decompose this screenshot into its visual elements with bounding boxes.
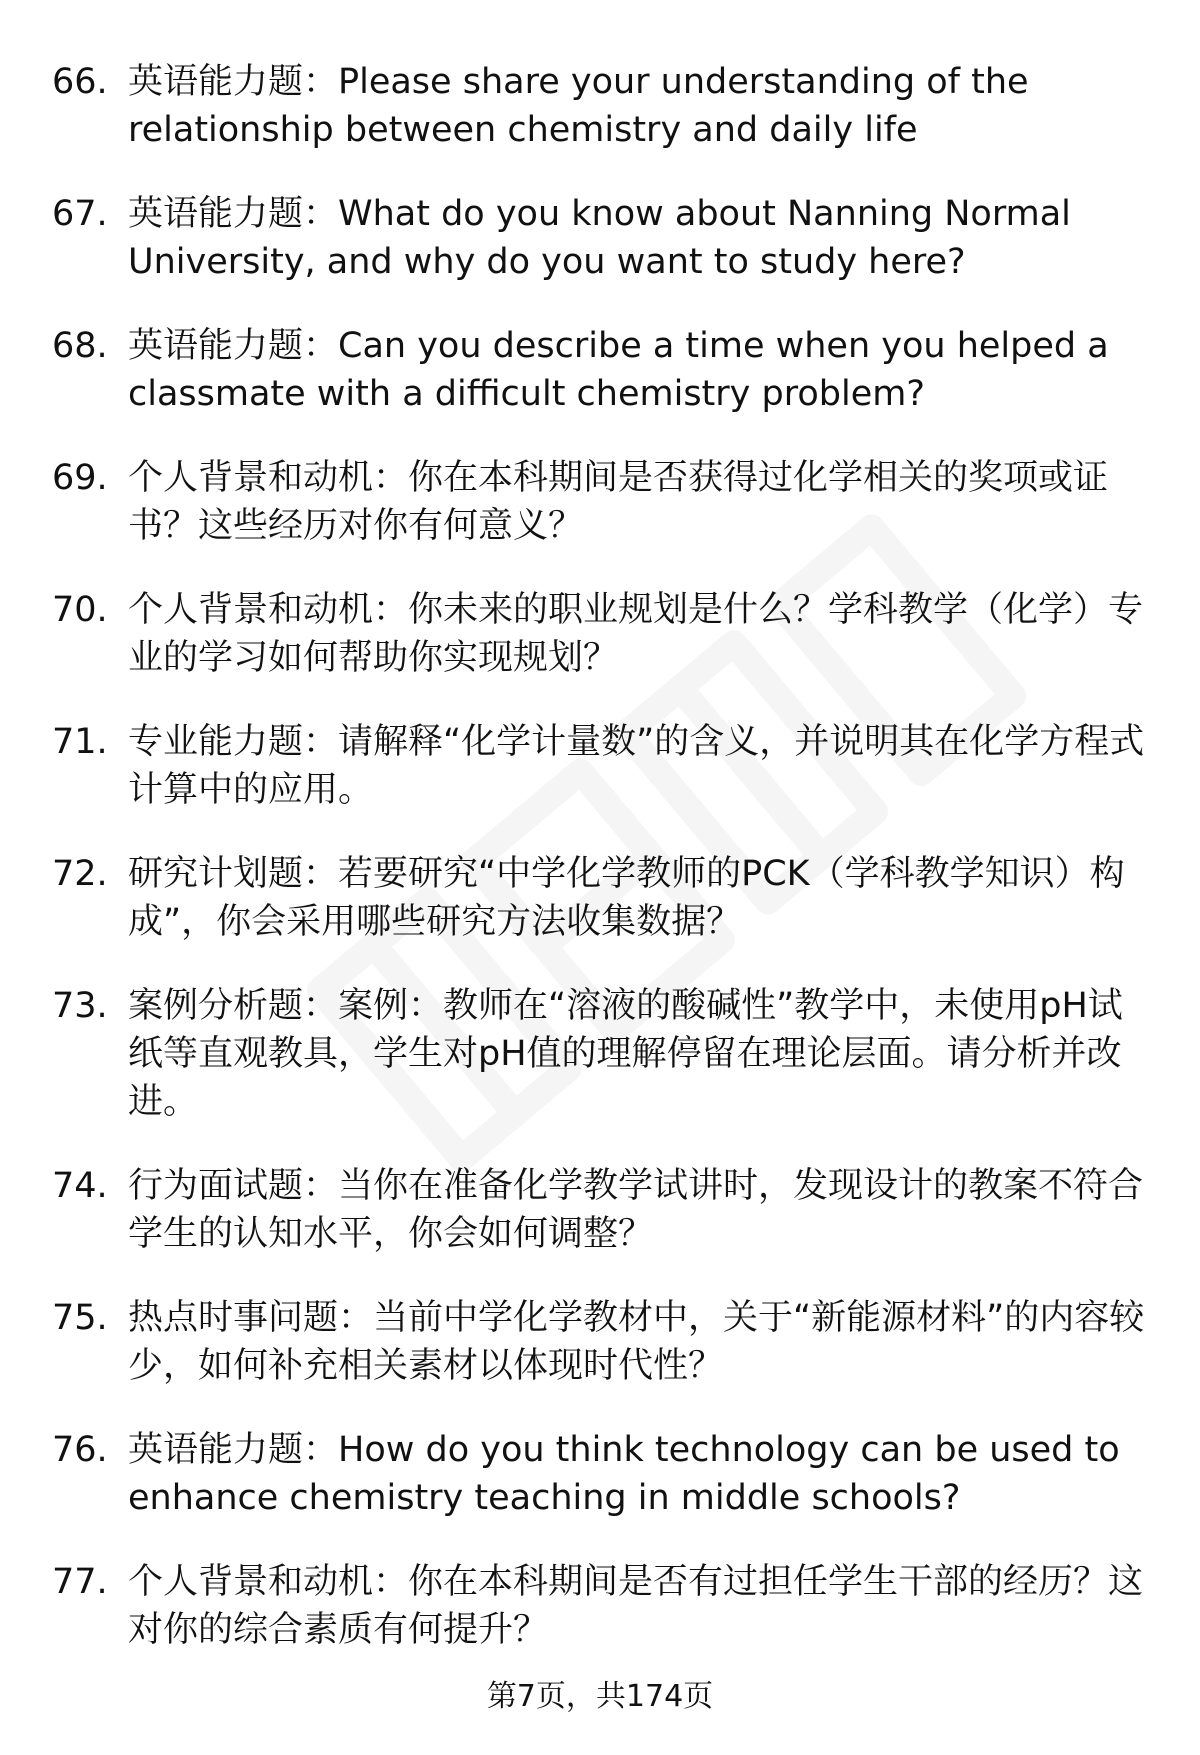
question-item bbox=[0, 1162, 1200, 1258]
question-text: 英语能力题：Can you describe a time when you helped a classmate with a difficult chemistry problem? bbox=[128, 326, 1109, 414]
question-number: 66. bbox=[52, 62, 108, 102]
question-text: 英语能力题：Please share your understanding of the relationship between chemistry and daily life bbox=[128, 62, 1029, 150]
question-list bbox=[0, 58, 1200, 1690]
question-number: 73. bbox=[52, 986, 108, 1026]
question-item bbox=[0, 190, 1200, 286]
question-text: 个人背景和动机：你在本科期间是否获得过化学相关的奖项或证书？这些经历对你有何意义？ bbox=[128, 458, 1109, 546]
question-number: 76. bbox=[52, 1430, 108, 1470]
question-item bbox=[0, 1558, 1200, 1654]
question-number: 69. bbox=[52, 458, 108, 498]
question-number: 70. bbox=[52, 590, 108, 630]
question-item bbox=[0, 58, 1200, 154]
question-text: 个人背景和动机：你在本科期间是否有过担任学生干部的经历？这对你的综合素质有何提升？ bbox=[128, 1562, 1144, 1650]
question-text: 案例分析题：案例：教师在“溶液的酸碱性”教学中，未使用pH试纸等直观教具，学生对pH值的理解停留在理论层面。请分析并改进。 bbox=[128, 986, 1123, 1122]
question-item bbox=[0, 1426, 1200, 1522]
question-item bbox=[0, 586, 1200, 682]
question-item bbox=[0, 454, 1200, 550]
question-text: 英语能力题：What do you know about Nanning Normal University, and why do you want to study here? bbox=[128, 194, 1071, 282]
question-item bbox=[0, 1294, 1200, 1390]
question-item bbox=[0, 982, 1200, 1126]
question-number: 75. bbox=[52, 1298, 108, 1338]
question-text: 行为面试题：当你在准备化学教学试讲时，发现设计的教案不符合学生的认知水平，你会如何调整？ bbox=[128, 1166, 1144, 1254]
page-footer: 第7页，共174页 bbox=[486, 1679, 714, 1714]
question-number: 77. bbox=[52, 1562, 108, 1602]
question-item bbox=[0, 718, 1200, 814]
question-item bbox=[0, 850, 1200, 946]
question-number: 74. bbox=[52, 1166, 108, 1206]
question-number: 67. bbox=[52, 194, 108, 234]
question-text: 研究计划题：若要研究“中学化学教师的PCK（学科教学知识）构成”，你会采用哪些研究方法收集数据？ bbox=[128, 854, 1125, 942]
question-number: 71. bbox=[52, 722, 108, 762]
question-item bbox=[0, 322, 1200, 418]
question-text: 专业能力题：请解释“化学计量数”的含义，并说明其在化学方程式计算中的应用。 bbox=[128, 722, 1145, 810]
question-text: 英语能力题：How do you think technology can be used to enhance chemistry teaching in middle schools? bbox=[128, 1430, 1120, 1518]
question-number: 72. bbox=[52, 854, 108, 894]
question-text: 个人背景和动机：你未来的职业规划是什么？学科教学（化学）专业的学习如何帮助你实现规划？ bbox=[128, 590, 1144, 678]
question-text: 热点时事问题：当前中学化学教材中，关于“新能源材料”的内容较少，如何补充相关素材以体现时代性？ bbox=[128, 1298, 1145, 1386]
question-number: 68. bbox=[52, 326, 108, 366]
